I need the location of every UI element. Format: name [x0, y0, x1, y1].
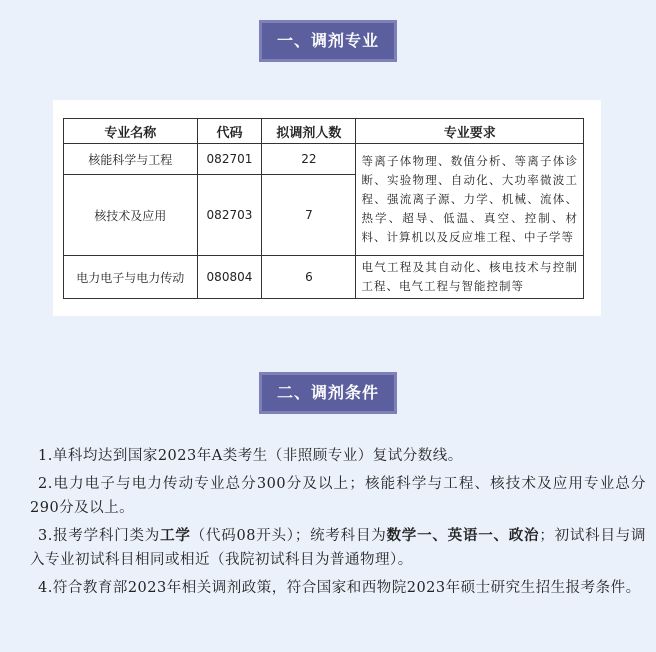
- cell-code: 082701: [197, 144, 262, 175]
- table-header-row: [64, 119, 584, 144]
- cell-code: 082703: [197, 175, 262, 256]
- cell-quota: 22: [262, 144, 356, 175]
- condition-text: 3.报考学科门类为: [38, 528, 161, 544]
- cell-requirements-nuclear: 等离子体物理、数值分析、等离子体诊断、实验物理、自动化、大功率微波工程、强流离子源、力学、机械、流体、热学、超导、低温、真空、控制、材料、计算机以及反应堆工程、中子学等: [356, 144, 584, 256]
- condition-emphasis: 数学一、英语一、政治: [386, 528, 540, 544]
- condition-item: 2.电力电子与电力传动专业总分300分及以上；核能科学与工程、核技术及应用专业总分290分及以上。: [30, 476, 646, 516]
- cell-major-name: 核技术及应用: [64, 175, 198, 256]
- cell-major-name: 核能科学与工程: [64, 144, 198, 175]
- cell-quota: 6: [262, 256, 356, 299]
- cell-requirements-power: 电气工程及其自动化、核电技术与控制工程、电气工程与智能控制等: [356, 256, 584, 299]
- condition-item: 1.单科均达到国家2023年A类考生（非照顾专业）复试分数线。: [38, 448, 463, 464]
- header-quota: 拟调剂人数: [262, 119, 356, 144]
- condition-text: ；初试科目与调入专业初试科目相同或相近（我院初试科目为普通物理）。: [30, 528, 647, 568]
- condition-emphasis: 工学: [160, 528, 191, 544]
- cell-quota: 7: [262, 175, 356, 256]
- majors-table-panel: [53, 100, 601, 316]
- header-code: 代码: [197, 119, 262, 144]
- section-title-conditions: 二、调剂条件: [259, 372, 397, 414]
- condition-text: （代码08开头）；统考科目为: [190, 528, 387, 544]
- table-row: [64, 144, 584, 175]
- cell-major-name: 电力电子与电力传动: [64, 256, 198, 299]
- section-title-majors: 一、调剂专业: [259, 20, 397, 62]
- majors-table: [63, 118, 584, 299]
- conditions-list: [30, 444, 646, 604]
- header-requirements: 专业要求: [356, 119, 584, 144]
- header-major-name: 专业名称: [64, 119, 198, 144]
- condition-item: [30, 524, 646, 572]
- cell-code: 080804: [197, 256, 262, 299]
- table-row: [64, 256, 584, 299]
- condition-item: 4.符合教育部2023年相关调剂政策，符合国家和西物院2023年硕士研究生招生报考条件。: [38, 580, 641, 596]
